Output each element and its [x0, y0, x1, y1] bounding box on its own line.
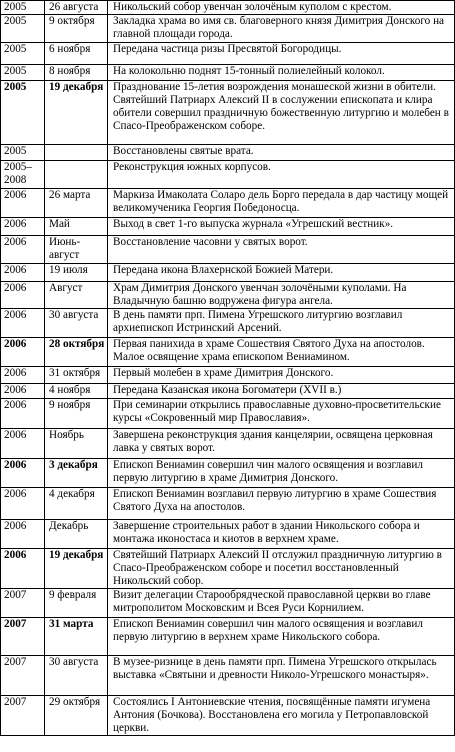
table-row: [1, 264, 455, 282]
table-row: [1, 618, 455, 656]
event-cell: В музее-ризнице в день памяти прп. Пимена Угрешского открылась выставка «Святыни и древности Николо-Угрешского монастыря».: [108, 656, 455, 696]
table-row: [1, 399, 455, 429]
table-row: [1, 656, 455, 696]
date-cell: 28 октября: [45, 338, 108, 367]
table-row: [1, 43, 455, 65]
event-cell: Епископ Вениамин совершил чин малого освящения и возглавил первую литургию в храме Димитрия Донского.: [108, 459, 455, 488]
table-row: [1, 189, 455, 218]
event-cell: Маркиза Имаколата Соларо дель Борго передала в дар частицу мощей великомученика Георгия Победоносца.: [108, 189, 455, 218]
year-cell: 2007: [1, 618, 45, 656]
date-cell: 30 августа: [45, 656, 108, 696]
date-cell: 9 февраля: [45, 589, 108, 618]
table-row: [1, 81, 455, 145]
date-cell: 19 июля: [45, 264, 108, 282]
year-cell: 2005–2008: [1, 161, 45, 189]
event-cell: Реконструкция южных корпусов.: [108, 161, 455, 189]
table-row: [1, 218, 455, 236]
event-cell: Состоялись I Антониевские чтения, посвящённые памяти игумена Антония (Бочкова). Восстановлена его могила у Петропавловской церкви.: [108, 696, 455, 736]
date-cell: [45, 145, 108, 161]
year-cell: 2005: [1, 65, 45, 81]
event-cell: Никольский собор увенчан золочёным куполом с крестом.: [108, 1, 455, 15]
event-cell: Завершена реконструкция здания канцелярии, освящена церковная лавка у святых ворот.: [108, 429, 455, 459]
table-row: [1, 696, 455, 736]
year-cell: 2007: [1, 696, 45, 736]
table-row: [1, 384, 455, 399]
chronology-body: [1, 1, 455, 736]
event-cell: Передана Казанская икона Богоматери (XVII в.): [108, 384, 455, 399]
year-cell: 2006: [1, 459, 45, 488]
event-cell: Закладка храма во имя св. благоверного князя Димитрия Донского на главной площади города.: [108, 15, 455, 43]
date-cell: 9 октября: [45, 15, 108, 43]
table-row: [1, 488, 455, 520]
date-cell: 31 октября: [45, 367, 108, 384]
year-cell: 2007: [1, 589, 45, 618]
date-cell: 31 марта: [45, 618, 108, 656]
year-cell: 2006: [1, 309, 45, 338]
table-row: [1, 65, 455, 81]
event-cell: Завершение строительных работ в здании Никольского собора и монтажа иконостаса и киотов в верхнем храме.: [108, 520, 455, 549]
table-row: [1, 161, 455, 189]
event-cell: Визит делегации Старообрядческой православной церкви во главе митрополитом Московским и Всея Руси Корнилием.: [108, 589, 455, 618]
event-cell: Передана икона Влахернской Божией Матери.: [108, 264, 455, 282]
table-row: [1, 145, 455, 161]
date-cell: 26 марта: [45, 189, 108, 218]
year-cell: 2007: [1, 656, 45, 696]
year-cell: 2005: [1, 1, 45, 15]
event-cell: При семинарии открылись православные духовно-просветительские курсы «Сокровенный мир Православия».: [108, 399, 455, 429]
year-cell: 2005: [1, 43, 45, 65]
event-cell: Восстановлены святые врата.: [108, 145, 455, 161]
year-cell: 2005: [1, 145, 45, 161]
date-cell: [45, 161, 108, 189]
table-row: [1, 1, 455, 15]
date-cell: Июнь-август: [45, 236, 108, 264]
table-row: [1, 367, 455, 384]
date-cell: Ноябрь: [45, 429, 108, 459]
table-row: [1, 309, 455, 338]
table-row: [1, 429, 455, 459]
date-cell: 29 октября: [45, 696, 108, 736]
event-cell: В день памяти прп. Пимена Угрешского литургию возглавил архиепископ Истринский Арсений.: [108, 309, 455, 338]
table-row: [1, 459, 455, 488]
date-cell: Май: [45, 218, 108, 236]
year-cell: 2006: [1, 488, 45, 520]
event-cell: Епископ Вениамин совершил чин малого освящения и возглавил первую литургию в верхнем храме Никольского собора.: [108, 618, 455, 656]
date-cell: 6 ноября: [45, 43, 108, 65]
event-cell: Епископ Вениамин возглавил первую литургию в храме Сошествия Святого Духа на апостолов.: [108, 488, 455, 520]
event-cell: На колокольню поднят 15-тонный полиелейный колокол.: [108, 65, 455, 81]
date-cell: Декабрь: [45, 520, 108, 549]
event-cell: Празднование 15-летия возрождения монашеской жизни в обители. Святейший Патриарх Алексий II в сослужении епископата и клира обители совершил праздничную божественную литургию и молебен в Спасо-Преображенском соборе.: [108, 81, 455, 145]
year-cell: 2006: [1, 367, 45, 384]
year-cell: 2006: [1, 338, 45, 367]
date-cell: 4 ноября: [45, 384, 108, 399]
event-cell: Передана частица ризы Пресвятой Богородицы.: [108, 43, 455, 65]
event-cell: Первый молебен в храме Димитрия Донского.: [108, 367, 455, 384]
date-cell: 9 ноября: [45, 399, 108, 429]
date-cell: Август: [45, 282, 108, 309]
year-cell: 2005: [1, 15, 45, 43]
year-cell: 2006: [1, 429, 45, 459]
event-cell: Выход в свет 1-го выпуска журнала «Угрешский вестник».: [108, 218, 455, 236]
year-cell: 2006: [1, 236, 45, 264]
year-cell: 2006: [1, 520, 45, 549]
date-cell: 26 августа: [45, 1, 108, 15]
year-cell: 2006: [1, 282, 45, 309]
event-cell: Храм Димитрия Донского увенчан золочёными куполами. На Владычную башню водружена фигура ангела.: [108, 282, 455, 309]
event-cell: Первая панихида в храме Сошествия Святого Духа на апостолов. Малое освящение храма епископом Вениамином.: [108, 338, 455, 367]
year-cell: 2006: [1, 264, 45, 282]
table-row: [1, 338, 455, 367]
date-cell: 19 декабря: [45, 549, 108, 589]
date-cell: 8 ноября: [45, 65, 108, 81]
table-row: [1, 15, 455, 43]
table-row: [1, 549, 455, 589]
year-cell: 2006: [1, 399, 45, 429]
date-cell: 3 декабря: [45, 459, 108, 488]
year-cell: 2005: [1, 81, 45, 145]
year-cell: 2006: [1, 549, 45, 589]
year-cell: 2006: [1, 218, 45, 236]
table-row: [1, 236, 455, 264]
year-cell: 2006: [1, 189, 45, 218]
date-cell: 19 декабря: [45, 81, 108, 145]
event-cell: Святейший Патриарх Алексий II отслужил праздничную литургию в Спасо-Преображенском соборе и посетил восстановленный Никольский собор.: [108, 549, 455, 589]
table-row: [1, 589, 455, 618]
date-cell: 30 августа: [45, 309, 108, 338]
date-cell: 4 декабря: [45, 488, 108, 520]
table-row: [1, 282, 455, 309]
event-cell: Восстановление часовни у святых ворот.: [108, 236, 455, 264]
year-cell: 2006: [1, 384, 45, 399]
table-row: [1, 520, 455, 549]
